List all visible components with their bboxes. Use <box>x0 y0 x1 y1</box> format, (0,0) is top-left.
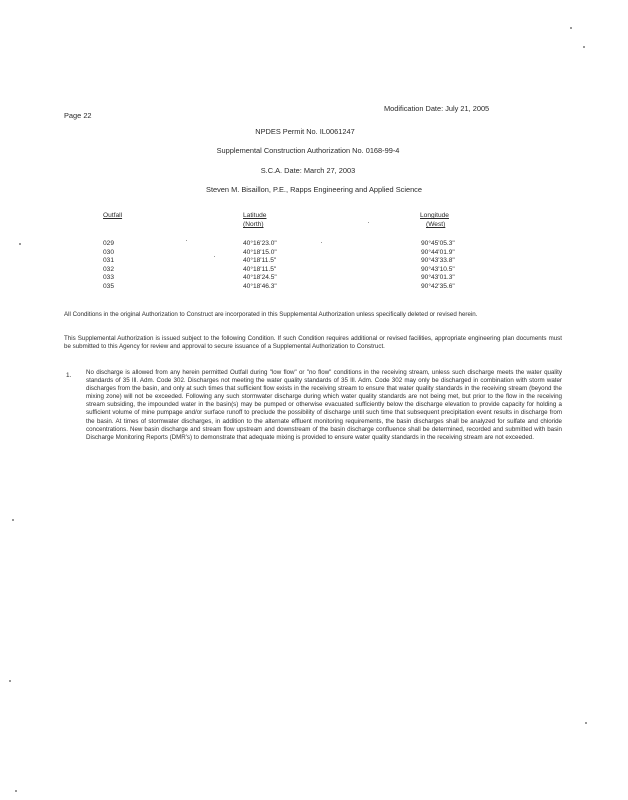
longitude-cell: 90°44'01.9" <box>421 248 455 256</box>
modification-date: Modification Date: July 21, 2005 <box>384 104 490 113</box>
scan-speck <box>368 222 369 223</box>
latitude-column <box>243 240 277 291</box>
outfall-cell: 031 <box>103 257 115 264</box>
page-number: Page 22 <box>64 111 92 120</box>
condition-1-paragraph: No discharge is allowed from any herein permitted Outfall during "low flow" or "no flow" conditions in the receiving stream, unless such discharge meets the water quality standards of 35 Ill. Adm. Code 302. Discharges not meeting the water quality standards of 35 Ill. Adm. Code 302 may only be discharged in combination with storm water discharges from the basin, and only at such times that sufficient flow exists in the receiving stream to ensure that water quality standards in the receiving stream (beyond the mixing zone) will not be exceeded. Following any such stormwater discharge during which water quality standards are not being met, but prior to the flow in the receiving stream subsiding, the impounded water in the basin(s) may be pumped or otherwise evacuated sufficiently below the discharge elevation to provide capacity for holding a sufficient volume of mine pumpage and/or surface runoff to preclude the possibility of discharge until such time that subsequent precipitation event results in discharge from the basin. At times of stormwater discharges, in addition to the alternate effluent monitoring requirements, the basin discharges shall be analyzed for sulfate and chloride concentrations. New basin discharge and stream flow upstream and downstream of the basin discharge confluence shall be determined, recorded and submitted with basin Discharge Monitoring Reports (DMR's) to demonstrate that adequate mixing is provided to ensure water quality standards in the receiving stream are not exceeded. <box>86 369 562 441</box>
scan-speck <box>186 240 187 241</box>
outfall-cell: 033 <box>103 274 115 281</box>
scan-speck <box>9 680 11 682</box>
longitude-cell: 90°43'10.5" <box>421 265 455 273</box>
latitude-column-header: Latitude <box>243 212 267 219</box>
outfall-cell: 030 <box>103 248 115 256</box>
sca-date: S.C.A. Date: March 27, 2003 <box>260 166 356 175</box>
latitude-cell: 40°18'46.3" <box>243 282 277 290</box>
scan-speck <box>585 722 587 724</box>
permit-number: NPDES Permit No. IL0061247 <box>255 127 355 136</box>
incorporation-paragraph: All Conditions in the original Authorization to Construct are incorporated in this Supplemental Authorization unless specifically deleted or revised herein. <box>64 311 478 318</box>
scan-speck <box>12 519 14 521</box>
scan-speck <box>570 27 572 29</box>
scan-speck <box>214 256 215 257</box>
outfall-cell: 029 <box>103 240 115 247</box>
latitude-cell: 40°18'11.5" <box>243 265 277 273</box>
scan-speck <box>321 242 322 243</box>
longitude-cell: 90°42'35.6" <box>421 282 455 290</box>
longitude-column-header: Longitude <box>420 212 449 219</box>
scan-speck <box>583 46 585 48</box>
authorization-number: Supplemental Construction Authorization No. 0168-99-4 <box>216 146 400 155</box>
latitude-cell: 40°18'15.0" <box>243 248 277 256</box>
longitude-cell: 90°43'33.8" <box>421 257 455 264</box>
outfall-column-header: Outfall <box>103 212 123 219</box>
engineer-line: Steven M. Bisaillon, P.E., Rapps Engineering and Applied Science <box>206 185 422 194</box>
outfall-cell: 035 <box>103 282 115 290</box>
latitude-cell: 40°16'23.0" <box>243 240 277 247</box>
latitude-cell: 40°18'24.5" <box>243 274 277 281</box>
outfall-cell: 032 <box>103 265 115 273</box>
longitude-column <box>421 240 455 291</box>
scan-speck <box>19 243 21 245</box>
condition-number: 1. <box>66 372 72 379</box>
longitude-column-subheader: (West) <box>426 221 446 228</box>
latitude-column-subheader: (North) <box>243 221 264 228</box>
latitude-cell: 40°18'11.5" <box>243 257 277 264</box>
longitude-cell: 90°43'01.3" <box>421 274 455 281</box>
condition-intro-paragraph: This Supplemental Authorization is issued subject to the following Condition. If such Condition requires additional or revised facilities, appropriate engineering plan documents must be submitted to this Agency for review and approval to secure issuance of a Supplemental Authorization to Construct. <box>64 335 562 350</box>
scan-speck <box>15 790 17 792</box>
longitude-cell: 90°45'05.3" <box>421 240 455 247</box>
outfall-column <box>103 240 114 291</box>
